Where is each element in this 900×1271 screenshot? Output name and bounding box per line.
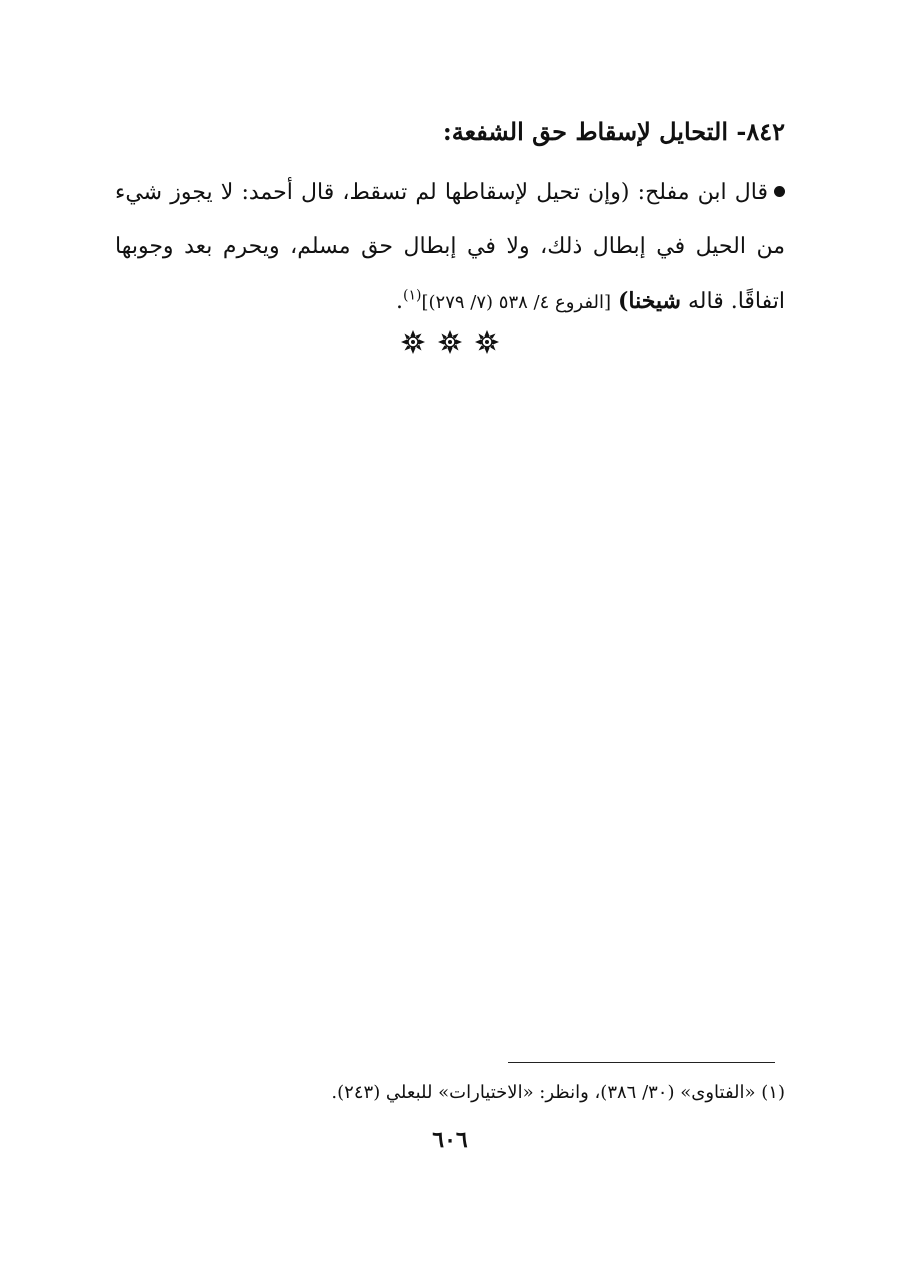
paragraph-end-mark: . [396, 289, 404, 314]
paragraph-bold-reference: شيخنا) [617, 288, 681, 314]
page-number: ٦٠٦ [432, 1127, 468, 1153]
footnote: (١) «الفتاوى» (٣٠/ ٣٨٦)، وانظر: «الاختيارات» للبعلي (٢٤٣). [331, 1082, 785, 1103]
flower-ornament-icon [400, 329, 426, 355]
flower-ornament-icon [474, 329, 500, 355]
paragraph-citation: [الفروع ٤/ ٥٣٨ (٧/ ٢٧٩)] [421, 292, 611, 313]
flower-ornament-icon [437, 329, 463, 355]
body-paragraph [115, 166, 785, 330]
footnote-divider [508, 1062, 775, 1063]
section-separator [400, 325, 500, 359]
bullet-icon [774, 186, 785, 197]
footnote-marker: (١) [403, 287, 422, 304]
paragraph-main-text: قال ابن مفلح: (وإن تحيل لإسقاطها لم تسقط، قال أحمد: لا يجوز شيء من الحيل في إبطال ذلك، ولا في إبطال حق مسلم، ويحرم بعد وجوبها اتفاقًا. قاله [115, 180, 785, 314]
section-heading: ٨٤٢- التحايل لإسقاط حق الشفعة: [442, 117, 785, 146]
